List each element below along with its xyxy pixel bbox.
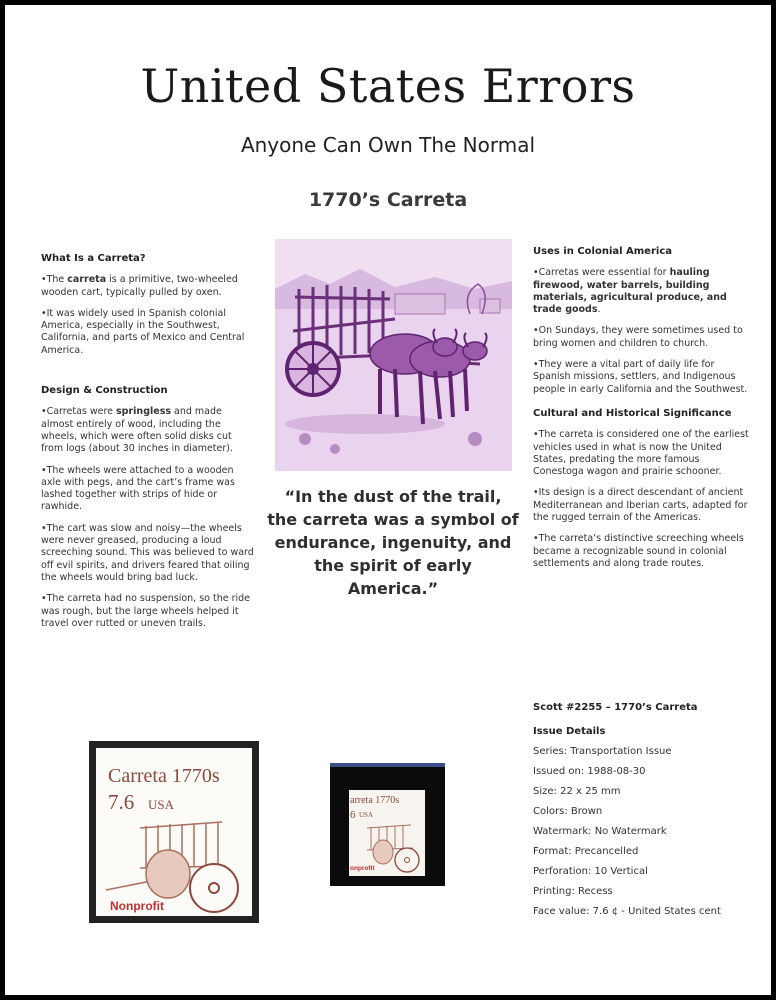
design-paragraph-3: •The cart was slow and noisy—the wheels were never greased, producing a loud screeching sound. This was believed to ward off evil spirits, and drivers feared that oiling the wheels would bring bad luck. [41, 522, 254, 583]
what-section [41, 253, 255, 357]
stamp-large-value: 7.6 [108, 790, 135, 814]
stamp-large-artwork [96, 748, 252, 916]
ox-cart-drawing [275, 239, 512, 471]
stamp-large-name: Carreta 1770s [108, 765, 220, 787]
issue-details-heading: Issue Details [533, 726, 606, 737]
bold-term: carreta [67, 274, 107, 286]
design-paragraph-4: •The carreta had no suspension, so the ride was rough, but the large wheels helped it travel over rutted or uneven trails. [41, 593, 251, 629]
stamp-small [330, 763, 445, 886]
carreta-quote: “In the dust of the trail, the carreta was a symbol of endurance, ingenuity, and the spirit of early America.” [267, 487, 519, 598]
detail-face-value: Face value: 7.6 ¢ - United States cent [533, 906, 721, 917]
stamp-large [89, 741, 259, 923]
detail-perforation: Perforation: 10 Vertical [533, 866, 648, 877]
cultural-paragraph-3: •The carreta’s distinctive screeching wheels became a recognizable sound in colonial settlements and along trade routes. [533, 533, 744, 569]
cultural-paragraph-1: •The carreta is considered one of the earliest vehicles used in what is now the United States, predating the more famous Conestoga wagon and prairie schooner. [533, 429, 749, 478]
uses-heading: Uses in Colonial America [533, 246, 673, 257]
bold-term: springless [116, 406, 171, 418]
issue-details [533, 698, 763, 922]
detail-format: Format: Precancelled [533, 846, 639, 857]
page-title: United States Errors [140, 59, 636, 113]
design-heading: Design & Construction [41, 385, 168, 397]
stamp-small-overprint: onprofit [350, 865, 375, 872]
design-paragraph-2: •The wheels were attached to a wooden axle with pegs, and the cart’s frame was lashed together with strips of hide or rawhide. [41, 464, 235, 513]
stamp-title: 1770’s Carreta [308, 189, 468, 211]
detail-issued: Issued on: 1988-08-30 [533, 766, 646, 777]
stamp-small-name: arreta 1770s [350, 795, 400, 806]
detail-colors: Colors: Brown [533, 806, 603, 817]
bold-term: hauling firewood, water barrels, building materials, agricultural produce, and trade goods [533, 267, 727, 316]
uses-paragraph-1 [533, 267, 753, 316]
text-run: . [597, 304, 601, 316]
right-column [533, 246, 753, 582]
detail-watermark: Watermark: No Watermark [533, 826, 667, 837]
stamp-small-face [349, 790, 425, 876]
design-section [41, 385, 255, 630]
what-paragraph-1 [41, 274, 255, 299]
uses-section [533, 246, 753, 396]
stamp-small-country: USA [359, 811, 374, 819]
mount-edge [330, 763, 445, 767]
text-run: •Carretas were essential for [533, 267, 670, 279]
detail-series: Series: Transportation Issue [533, 746, 672, 757]
what-paragraph-2: •It was widely used in Spanish colonial America, especially in the Southwest, California, and parts of Mexico and Central America. [41, 307, 245, 356]
stamp-large-overprint: Nonprofit [110, 899, 164, 913]
stamp-large-country: USA [148, 797, 175, 812]
stamp-small-artwork [349, 790, 425, 876]
scott-number: Scott #2255 – 1770’s Carreta [533, 702, 698, 713]
text-run: is a primitive, two-wheeled wooden cart, typically pulled by oxen. [41, 274, 238, 298]
what-heading: What Is a Carreta? [41, 253, 146, 264]
design-paragraph-1 [41, 406, 255, 455]
page-subtitle: Anyone Can Own The Normal [240, 133, 536, 157]
left-column [41, 253, 255, 658]
cultural-section [533, 408, 753, 570]
text-run: •Carretas were [41, 406, 117, 418]
uses-paragraph-3: •They were a vital part of daily life for Spanish missions, settlers, and Indigenous people in early California and the Southwest. [533, 359, 748, 395]
carreta-illustration [275, 239, 512, 471]
page [5, 5, 771, 995]
text-run: and made almost entirely of wood, including the wheels, which were often solid disks cut from logs (about 30 inches in diameter). [41, 406, 234, 455]
text-run: •The [41, 274, 68, 286]
detail-printing: Printing: Recess [533, 886, 613, 897]
stamp-large-face [96, 748, 252, 916]
uses-paragraph-2: •On Sundays, they were sometimes used to bring women and children to church. [533, 325, 743, 349]
detail-size: Size: 22 x 25 mm [533, 786, 621, 797]
cultural-paragraph-2: •Its design is a direct descendant of ancient Mediterranean and Iberian carts, adapted for the rugged terrain of the Americas. [533, 487, 748, 524]
cultural-heading: Cultural and Historical Significance [533, 407, 732, 419]
stamp-small-value: 6 [350, 809, 356, 821]
